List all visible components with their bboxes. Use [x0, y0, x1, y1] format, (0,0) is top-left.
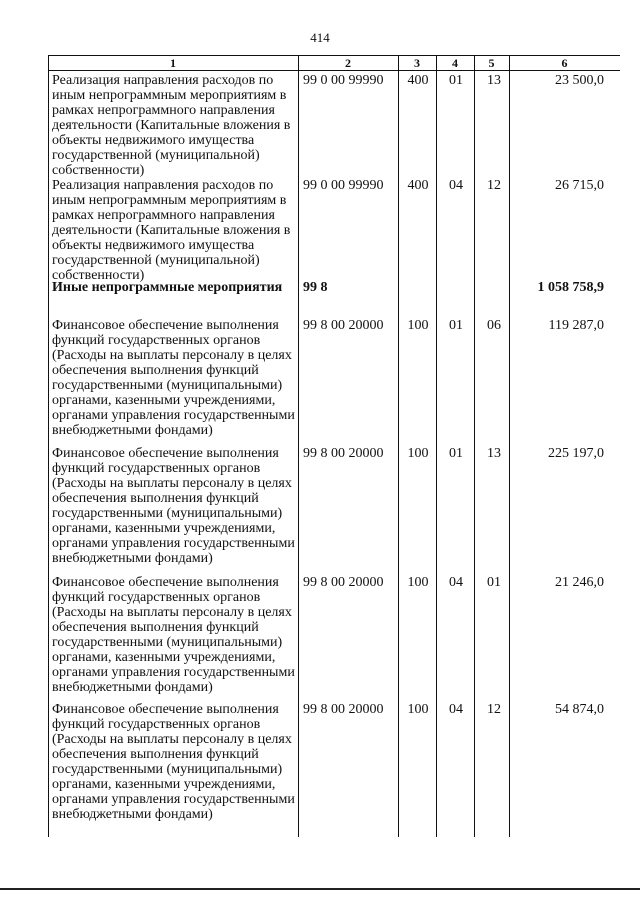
row-csr: 99 0 00 99990 [303, 178, 384, 193]
row-pr: 13 [487, 446, 501, 461]
column-header-6: 6 [561, 56, 568, 70]
row-rz: 01 [449, 73, 463, 88]
grid-line [298, 56, 299, 837]
row-vr: 400 [407, 178, 429, 193]
grid-line [436, 56, 437, 837]
row-rz: 01 [449, 446, 463, 461]
row-sum: 54 874,0 [555, 702, 604, 717]
page-number: 414 [310, 30, 330, 45]
column-header-1: 1 [170, 56, 176, 70]
budget-table [48, 55, 620, 836]
row-rz: 01 [449, 318, 463, 333]
row-name: Финансовое обеспечение выполнения функций государственных органов (Расходы на выплаты персоналу в целях обеспечения выполнения функций государственными (муниципальными) органами, казенными учреждениями, органами управления государственными внебюджетными фондами) [52, 446, 295, 566]
row-pr: 13 [487, 73, 501, 88]
header-divider [48, 70, 620, 71]
column-header-3: 3 [414, 56, 420, 70]
grid-line [48, 56, 49, 837]
column-header-2: 2 [345, 56, 351, 70]
column-header-5: 5 [488, 56, 495, 70]
row-csr: 99 8 00 20000 [303, 575, 384, 590]
row-name: Финансовое обеспечение выполнения функций государственных органов (Расходы на выплаты персоналу в целях обеспечения выполнения функций государственными (муниципальными) органами, казенными учреждениями, органами управления государственными внебюджетными фондами) [52, 575, 295, 695]
row-csr: 99 8 00 20000 [303, 446, 384, 461]
scan-edge-line [0, 888, 640, 890]
row-sum: 26 715,0 [555, 178, 604, 193]
row-name: Реализация направления расходов по иным непрограммным мероприятиям в рамках непрограммного направления деятельности (Капитальные вложения в объекты недвижимого имущества государственной (муниципальной) собственности) [52, 73, 291, 178]
row-pr: 01 [487, 575, 501, 590]
row-vr: 400 [407, 73, 429, 88]
row-sum: 23 500,0 [555, 73, 604, 88]
row-pr: 12 [487, 702, 501, 717]
row-sum: 119 287,0 [548, 318, 604, 333]
row-name: Финансовое обеспечение выполнения функций государственных органов (Расходы на выплаты персоналу в целях обеспечения выполнения функций государственными (муниципальными) органами, казенными учреждениями, органами управления государственными внебюджетными фондами) [52, 318, 295, 438]
row-csr: 99 8 00 20000 [303, 318, 384, 333]
row-rz: 04 [449, 702, 463, 717]
grid-line [474, 56, 475, 837]
row-name: Финансовое обеспечение выполнения функций государственных органов (Расходы на выплаты персоналу в целях обеспечения выполнения функций государственными (муниципальными) органами, казенными учреждениями, органами управления государственными внебюджетными фондами) [52, 702, 295, 822]
row-sum: 1 058 758,9 [537, 280, 604, 295]
row-vr: 100 [407, 446, 429, 461]
row-sum: 21 246,0 [555, 575, 604, 590]
row-vr: 100 [407, 575, 429, 590]
row-vr: 100 [407, 318, 429, 333]
row-csr: 99 0 00 99990 [303, 73, 384, 88]
row-pr: 12 [487, 178, 501, 193]
row-rz: 04 [449, 575, 463, 590]
row-pr: 06 [487, 318, 501, 333]
row-vr: 100 [407, 702, 429, 717]
row-sum: 225 197,0 [548, 446, 604, 461]
row-name: Реализация направления расходов по иным непрограммным мероприятиям в рамках непрограммного направления деятельности (Капитальные вложения в объекты недвижимого имущества государственной (муниципальной) собственности) [52, 178, 291, 283]
row-csr: 99 8 00 20000 [303, 702, 384, 717]
column-header-4: 4 [452, 56, 458, 70]
row-rz: 04 [449, 178, 463, 193]
row-name: Иные непрограммные мероприятия [52, 280, 283, 295]
grid-line [398, 56, 399, 837]
row-csr: 99 8 [303, 280, 328, 295]
